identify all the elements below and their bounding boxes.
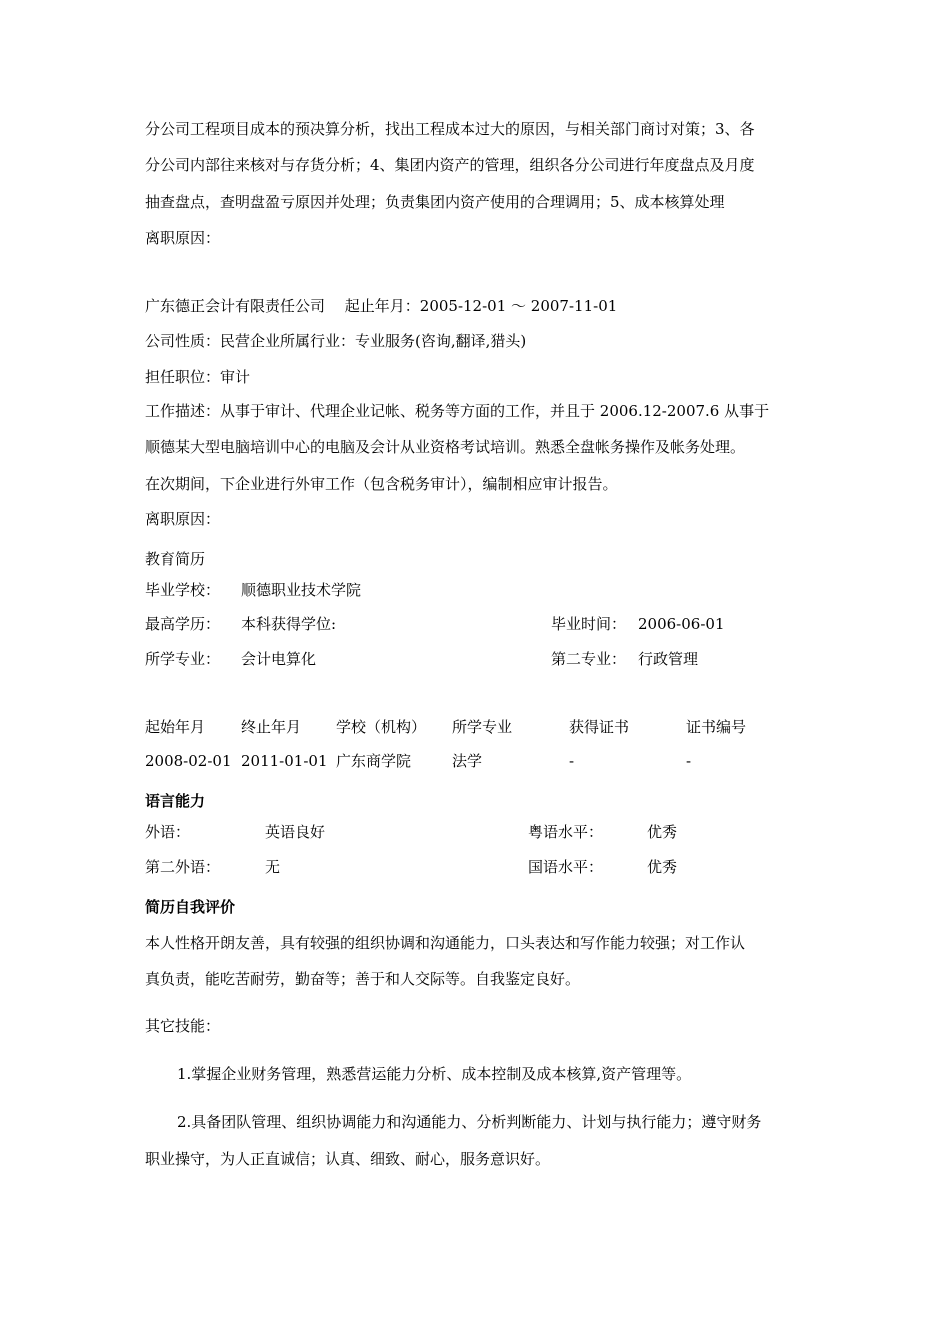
foreign-language-value: 英语良好	[265, 823, 326, 841]
job-desc-line-1: 工作描述：从事于审计、代理企业记帐、税务等方面的工作，并且于 2006.12-2007.6 从事于	[145, 402, 770, 420]
intro-line-3: 抽查盘点，查明盘盈亏原因并处理；负责集团内资产使用的合理调用；5、成本核算处理	[145, 193, 725, 211]
mandarin-label: 国语水平：	[528, 858, 604, 876]
self-eval-line-2: 真负责，能吃苦耐劳，勤奋等；善于和人交际等。自我鉴定良好。	[145, 970, 581, 988]
cantonese-value: 优秀	[647, 823, 678, 841]
job-leave-reason: 离职原因：	[145, 510, 221, 528]
grad-time-value: 2006-06-01	[638, 615, 725, 633]
table-header-cert-number: 证书编号	[686, 718, 747, 736]
table-cell-certificate: -	[569, 752, 575, 770]
intro-leave-reason: 离职原因：	[145, 229, 221, 247]
skills-item-2-line-2: 职业操守，为人正直诚信；认真、细致、耐心，服务意识好。	[145, 1150, 551, 1168]
foreign-language-label: 外语：	[145, 823, 191, 841]
table-cell-end: 2011-01-01	[241, 752, 328, 770]
degree-label: 最高学历：	[145, 615, 221, 633]
table-cell-start: 2008-02-01	[145, 752, 232, 770]
second-major-value: 行政管理	[638, 650, 699, 668]
self-eval-line-1: 本人性格开朗友善，具有较强的组织协调和沟通能力，口头表达和写作能力较强；对工作认	[145, 934, 746, 952]
second-language-value: 无	[265, 858, 281, 876]
table-header-end: 终止年月	[241, 718, 302, 736]
skills-item-1: 1.掌握企业财务管理，熟悉营运能力分析、成本控制及成本核算,资产管理等。	[177, 1065, 692, 1083]
table-header-start: 起始年月	[145, 718, 206, 736]
school-value: 顺德职业技术学院	[241, 581, 362, 599]
mandarin-value: 优秀	[647, 858, 678, 876]
self-eval-heading: 简历自我评价	[145, 898, 236, 916]
job-position: 担任职位：审计	[145, 368, 251, 386]
second-major-label: 第二专业：	[551, 650, 627, 668]
table-header-certificate: 获得证书	[569, 718, 630, 736]
table-header-school: 学校（机构）	[336, 718, 427, 736]
second-language-label: 第二外语：	[145, 858, 221, 876]
job-nature: 公司性质：民营企业所属行业：专业服务(咨询,翻译,猎头)	[145, 332, 527, 350]
degree-value: 本科获得学位:	[241, 615, 337, 633]
table-cell-school: 广东商学院	[336, 752, 412, 770]
table-header-major: 所学专业	[452, 718, 513, 736]
major-value: 会计电算化	[241, 650, 317, 668]
skills-heading: 其它技能：	[145, 1017, 221, 1035]
school-label: 毕业学校：	[145, 581, 221, 599]
major-label: 所学专业：	[145, 650, 221, 668]
table-cell-cert-number: -	[686, 752, 692, 770]
job-desc-line-2: 顺德某大型电脑培训中心的电脑及会计从业资格考试培训。熟悉全盘帐务操作及帐务处理。	[145, 438, 746, 456]
job-company-line: 广东德正会计有限责任公司 起止年月：2005-12-01 ～ 2007-11-01	[145, 297, 618, 315]
language-heading: 语言能力	[145, 792, 206, 810]
education-heading: 教育简历	[145, 550, 206, 568]
cantonese-label: 粤语水平：	[528, 823, 604, 841]
table-cell-major: 法学	[452, 752, 483, 770]
grad-time-label: 毕业时间：	[551, 615, 627, 633]
skills-item-2-line-1: 2.具备团队管理、组织协调能力和沟通能力、分析判断能力、计划与执行能力；遵守财务	[177, 1113, 762, 1131]
job-desc-line-3: 在次期间，下企业进行外审工作（包含税务审计），编制相应审计报告。	[145, 475, 618, 493]
intro-line-1: 分公司工程项目成本的预决算分析，找出工程成本过大的原因，与相关部门商讨对策；3、各	[145, 120, 755, 138]
intro-line-2: 分公司内部往来核对与存货分析；4、集团内资产的管理，组织各分公司进行年度盘点及月度	[145, 156, 755, 174]
